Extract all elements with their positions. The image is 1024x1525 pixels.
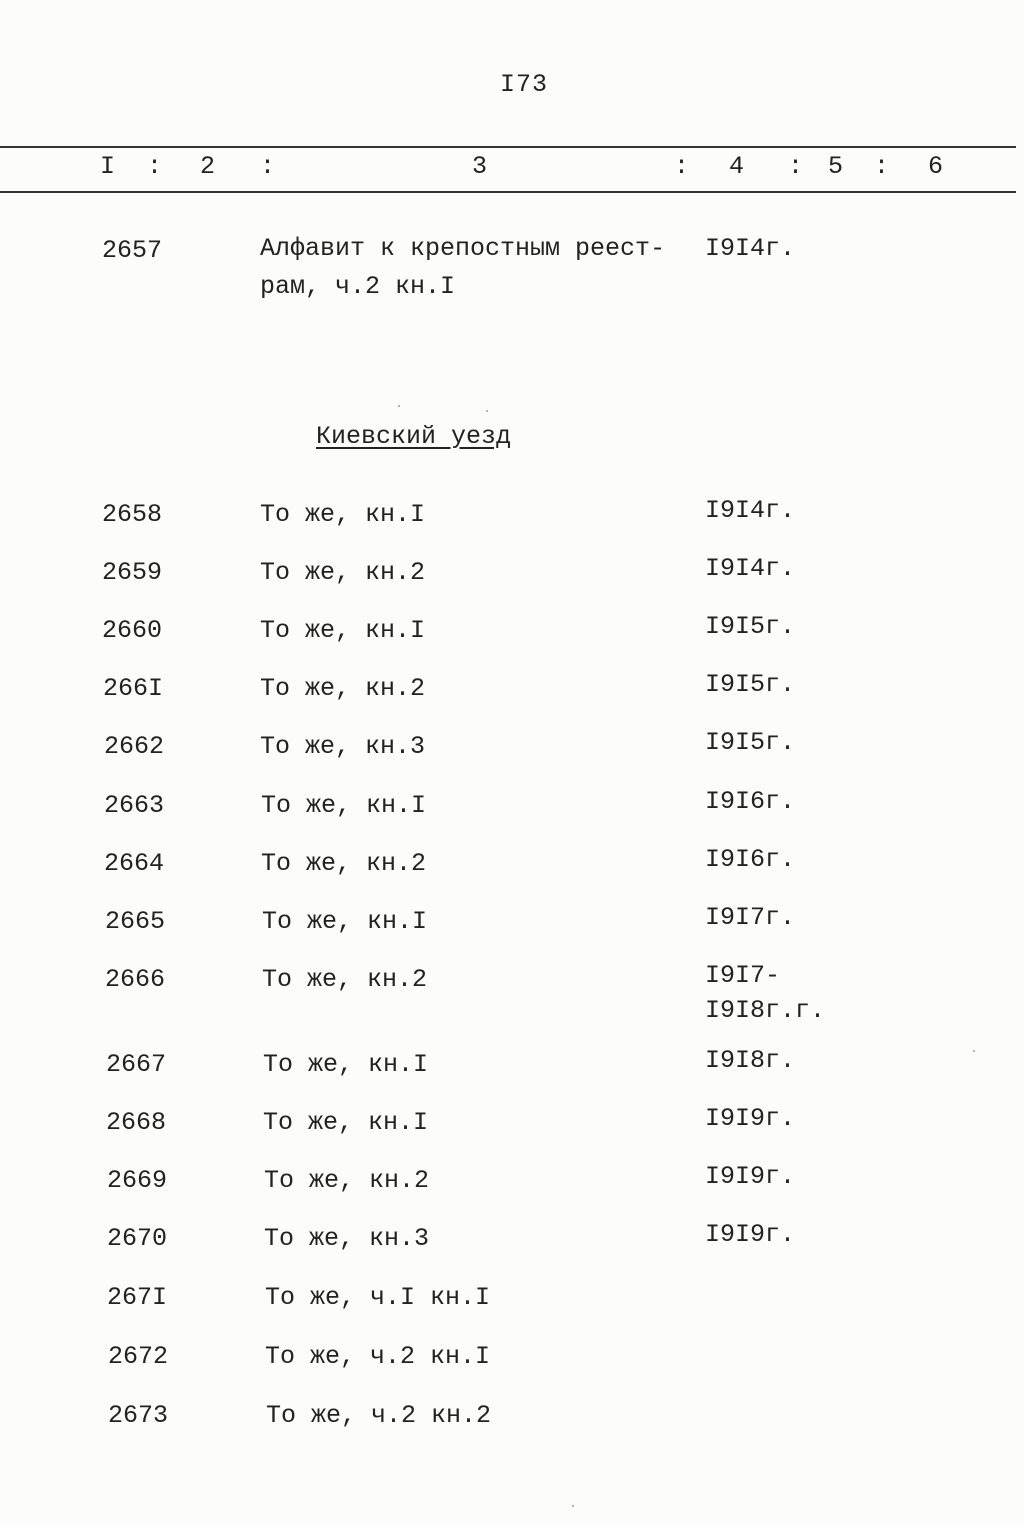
column-separator: :	[260, 152, 276, 181]
paper-speck	[398, 405, 400, 407]
paper-speck	[572, 1505, 574, 1507]
section-heading: Киевский уезд	[316, 422, 512, 451]
entry-date: I9I5г.	[705, 728, 796, 757]
header-rule-bottom	[0, 191, 1016, 193]
entry-date: I9I9г.	[705, 1220, 796, 1249]
entry-number: 267I	[107, 1283, 168, 1312]
entry-title: То же, ч.2 кн.2	[266, 1401, 492, 1430]
page-number: I73	[500, 70, 549, 99]
entry-number: 2672	[108, 1342, 169, 1371]
entry-title-line-1: Алфавит к крепостным реест-	[260, 234, 666, 263]
column-separator: :	[674, 152, 690, 181]
entry-date: I9I9г.	[705, 1162, 796, 1191]
header-rule-top	[0, 146, 1016, 148]
entry-date: I9I4г.	[705, 554, 796, 583]
entry-date: I9I4г.	[705, 234, 796, 263]
column-separator: :	[788, 152, 804, 181]
entry-title: То же, кн.I	[262, 907, 428, 936]
entry-date: I9I6г.	[705, 845, 796, 874]
entry-title: То же, кн.2	[264, 1166, 430, 1195]
entry-title: То же, кн.3	[260, 732, 426, 761]
column-header-1: I	[100, 152, 116, 181]
entry-date: I9I5г.	[705, 670, 796, 699]
entry-date: I9I5г.	[705, 612, 796, 641]
paper-speck	[486, 410, 488, 412]
entry-number: 266I	[103, 674, 164, 703]
entry-date: I9I7г.	[705, 903, 796, 932]
column-header-4: 4	[729, 152, 745, 181]
entry-title: То же, кн.I	[260, 500, 426, 529]
entry-title: То же, кн.2	[262, 965, 428, 994]
entry-number: 2669	[107, 1166, 168, 1195]
entry-title: То же, кн.I	[261, 791, 427, 820]
entry-date: I9I9г.	[705, 1104, 796, 1133]
entry-title: То же, кн.I	[260, 616, 426, 645]
entry-title: То же, кн.I	[263, 1050, 429, 1079]
entry-title: То же, кн.2	[260, 674, 426, 703]
entry-title: То же, кн.3	[264, 1224, 430, 1253]
entry-number: 2663	[104, 791, 165, 820]
entry-title: То же, кн.2	[261, 849, 427, 878]
entry-title: То же, кн.2	[260, 558, 426, 587]
paper-speck	[973, 1050, 975, 1052]
entry-number: 2665	[105, 907, 166, 936]
column-separator: :	[874, 152, 890, 181]
entry-title: То же, ч.2 кн.I	[265, 1342, 491, 1371]
entry-title: То же, ч.I кн.I	[265, 1283, 491, 1312]
column-header-6: 6	[928, 152, 944, 181]
entry-number: 2657	[102, 236, 163, 265]
column-header-3: 3	[472, 152, 488, 181]
entry-date: I9I7-	[705, 961, 781, 990]
entry-number: 2664	[104, 849, 165, 878]
entry-number: 2668	[106, 1108, 167, 1137]
entry-number: 2659	[102, 558, 163, 587]
entry-date: I9I8г.	[705, 1046, 796, 1075]
entry-date: I9I4г.	[705, 496, 796, 525]
entry-title: То же, кн.I	[263, 1108, 429, 1137]
entry-date: I9I8г.г.	[705, 996, 826, 1025]
entry-number: 2662	[104, 732, 165, 761]
column-separator: :	[147, 152, 163, 181]
entry-number: 2673	[108, 1401, 169, 1430]
entry-number: 2658	[102, 500, 163, 529]
entry-title-line-2: рам, ч.2 кн.I	[260, 272, 456, 301]
entry-number: 2667	[106, 1050, 167, 1079]
entry-number: 2666	[105, 965, 166, 994]
entry-number: 2660	[102, 616, 163, 645]
entry-date: I9I6г.	[705, 787, 796, 816]
entry-number: 2670	[107, 1224, 168, 1253]
column-header-5: 5	[828, 152, 844, 181]
column-header-2: 2	[200, 152, 216, 181]
